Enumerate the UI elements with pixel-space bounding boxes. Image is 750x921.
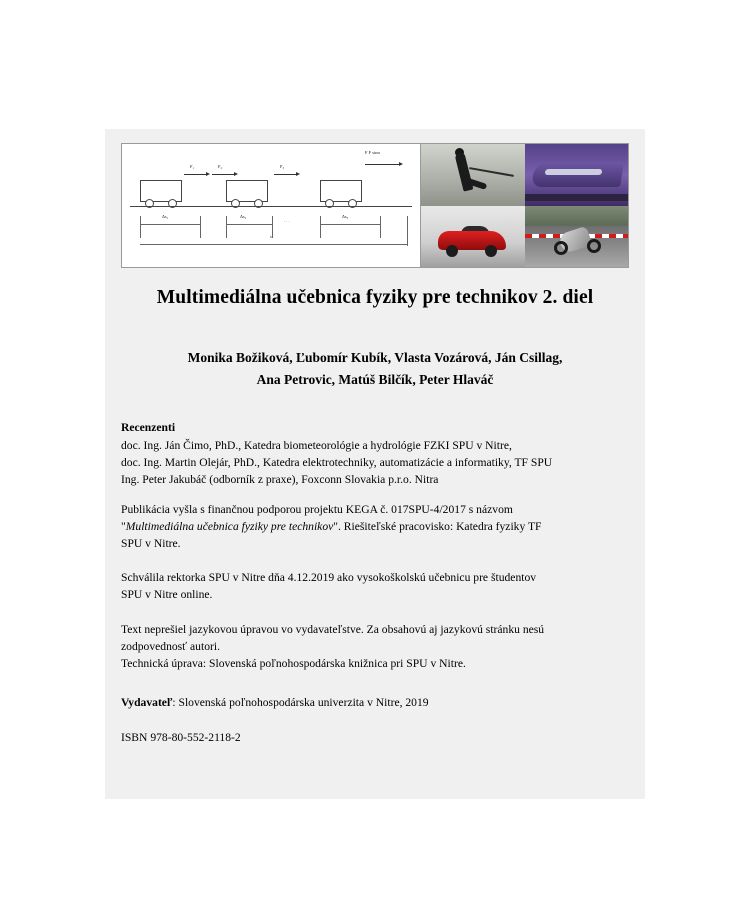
funding-line-3: SPU v Nitre.	[121, 537, 181, 551]
reviewer-item: doc. Ing. Ján Čimo, PhD., Katedra biometeorológie a hydrológie FZKI SPU v Nitre,	[121, 439, 512, 453]
publisher-block	[121, 694, 631, 711]
funding-title-italic: Multimediálna učebnica fyziky pre technikov	[125, 520, 334, 534]
authors	[135, 347, 615, 391]
approval-block	[121, 569, 631, 603]
funding-block	[121, 501, 631, 552]
funding-after-title: ". Riešiteľské pracovisko: Katedra fyziky TF	[333, 520, 542, 534]
carts-forces-diagram: F₁ F₂ F₃ F F sinα Δs₁ Δs₂ . . . Δs₃ s	[122, 144, 421, 267]
approval-line-1: Schválila rektorka SPU v Nitre dňa 4.12.2019 ako vysokoškolskú učebnicu pre študentov	[121, 571, 537, 584]
page-title: Multimediálna učebnica fyziky pre technikov 2. diel	[156, 287, 594, 308]
reviewers-heading: Recenzenti	[121, 421, 176, 434]
motogp-racer-photo	[525, 206, 628, 268]
high-speed-train-photo	[525, 144, 628, 206]
approval-line-2: SPU v Nitre online.	[121, 588, 213, 602]
funding-line-2	[121, 518, 631, 535]
cover-figure	[121, 143, 629, 268]
quote-open: "	[121, 520, 126, 534]
red-car-photo	[421, 206, 524, 268]
publisher-label: Vydavateľ	[121, 696, 173, 709]
publisher-value: : Slovenská poľnohospodárska univerzita v Nitre, 2019	[172, 696, 429, 709]
reviewer-item: doc. Ing. Martin Olejár, PhD., Katedra elektrotechniky, automatizácie a informatiky, TF SPU	[121, 456, 553, 470]
photo-collage	[421, 144, 628, 267]
language-note-line-1: Text neprešiel jazykovou úpravou vo vydavateľstve. Za obsahovú aj jazykovú stránku nesú	[121, 623, 545, 636]
language-note-line-3: Technická úprava: Slovenská poľnohospodárska knižnica pri SPU v Nitre.	[121, 657, 466, 671]
authors-line-2: Ana Petrovic, Matúš Bilčík, Peter Hlaváč	[256, 371, 494, 387]
funding-line-1: Publikácia vyšla s finančnou podporou projektu KEGA č. 017SPU-4/2017 s názvom	[121, 503, 513, 516]
reviewers-block	[121, 419, 631, 489]
document-sheet	[105, 129, 645, 799]
reviewer-item: Ing. Peter Jakubáč (odborník z praxe), Foxconn Slovakia p.r.o. Nitra	[121, 473, 439, 487]
person-pulling-photo	[421, 144, 524, 206]
language-note-line-2: zodpovednosť autori.	[121, 640, 220, 654]
isbn: ISBN 978-80-552-2118-2	[121, 731, 241, 744]
language-note-block	[121, 621, 631, 672]
authors-line-1: Monika Božiková, Ľubomír Kubík, Vlasta Vozárová, Ján Csillag,	[187, 350, 563, 365]
